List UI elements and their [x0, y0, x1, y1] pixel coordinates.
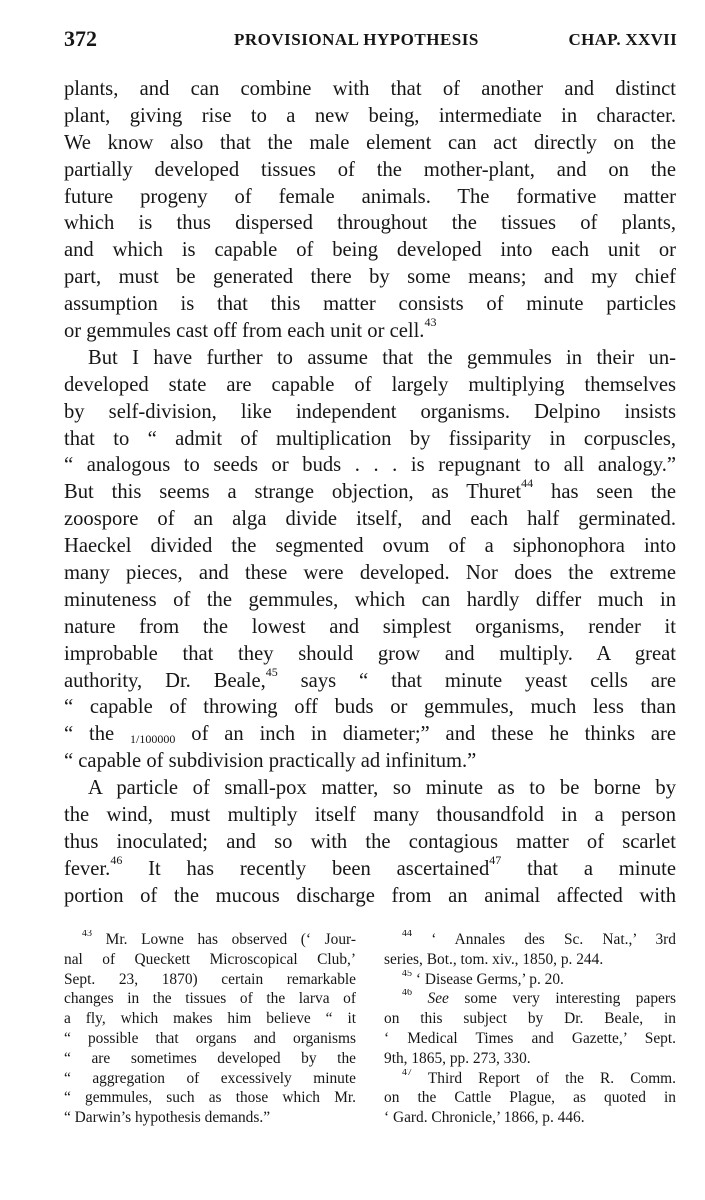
text-fragment: ‘ Annales des Sc. Nat.,’ 3rd [431, 931, 676, 948]
text-fragment: It has recently been ascertained [148, 857, 490, 880]
text-fragment: or gemmules cast off from each unit or cell. [64, 320, 425, 343]
text-line: improbable that they should grow and multiply. A great [64, 642, 676, 665]
text-line: plant, giving rise to a new being, intermediate in character. [64, 104, 676, 127]
footnote-line [64, 930, 356, 950]
text-line: minuteness of the gemmules, which can hardly differ much in [64, 588, 676, 611]
text-line: the wind, must multiply itself many thousandfold in a person [64, 804, 676, 827]
footnote-line [384, 989, 676, 1009]
text-line: partially developed tissues of the mother-plant, and on the [64, 158, 676, 181]
text-line: assumption is that this matter consists of minute particles [64, 293, 676, 316]
chapter-label: CHAP. XXVII [568, 30, 677, 49]
footnote-ref: 45 [265, 667, 278, 679]
footnote-line: a fly, which makes him believe “ it [64, 1010, 356, 1028]
text-line: portion of the mucous discharge from an animal affected with [64, 884, 676, 907]
footnote-ref: 46 [110, 855, 123, 867]
footnote-number: 47 [402, 1068, 412, 1078]
footnote-line [384, 1069, 676, 1089]
footnote-line: “ gemmules, such as those which Mr. [64, 1089, 356, 1107]
footnote-line: ‘ Gard. Chronicle,’ 1866, p. 446. [384, 1109, 585, 1127]
footnote-line: “ aggregation of excessively minute [64, 1069, 356, 1087]
text-line: future progeny of female animals. The formative matter [64, 185, 676, 208]
text-line: plants, and can combine with that of another and distinct [64, 78, 676, 100]
footnote-column-left [64, 930, 356, 1128]
text-line [64, 668, 676, 695]
text-line [64, 479, 676, 506]
footnote-line: ‘ Medical Times and Gazette,’ Sept. [384, 1029, 676, 1047]
text-line: “ capable of subdivision practically ad infinitum.” [64, 750, 477, 773]
footnote-line: on the Cattle Plague, as quoted in [384, 1089, 676, 1107]
footnote-number: 46 [402, 989, 412, 999]
footnote-line: Sept. 23, 1870) certain remarkable [64, 970, 356, 988]
footnote-line: nal of Queckett Microscopical Club,’ [64, 950, 356, 968]
text-line [64, 856, 676, 883]
text-line: nature from the lowest and simplest organisms, render it [64, 615, 676, 638]
footnote-line: 9th, 1865, pp. 273, 330. [384, 1049, 531, 1067]
text-line: Haeckel divided the segmented ovum of a siphonophora into [64, 535, 676, 558]
footnote-number: 44 [402, 930, 412, 939]
text-fragment: ‘ Disease Germs,’ p. 20. [415, 970, 564, 988]
footnote-line: “ Darwin’s hypothesis demands.” [64, 1109, 271, 1127]
text-fragment: says “ that minute yeast cells are [300, 669, 676, 692]
page-number: 372 [64, 26, 97, 51]
footnote-ref: 44 [521, 479, 534, 491]
footnote-line [384, 970, 676, 990]
text-line: which is thus dispersed throughout the tissues of plants, [64, 212, 676, 235]
text-fragment: But this seems a strange objection, as Thuret [64, 481, 522, 504]
text-line: zoospore of an alga divide itself, and each half germinated. [64, 508, 676, 531]
footnote-column-right [384, 930, 676, 1128]
text-line: “ analogous to seeds or buds . . . is repugnant to all analogy.” [64, 454, 676, 477]
footnote-ref: 47 [489, 855, 502, 867]
text-line: that to “ admit of multiplication by fissiparity in corpuscles, [64, 427, 676, 450]
text-fragment: See [427, 990, 449, 1008]
text-fragment: that a minute [527, 857, 676, 880]
text-fragment: fever. [64, 857, 111, 880]
text-line: But I have further to assume that the gemmules in their un- [88, 346, 676, 369]
text-fragment: authority, Dr. Beale, [64, 669, 266, 692]
text-line: We know also that the male element can act directly on the [64, 131, 676, 154]
running-title: PROVISIONAL HYPOTHESIS [234, 30, 479, 49]
text-fragment: has seen the [551, 481, 676, 504]
footnote-line: “ are sometimes developed by the [64, 1049, 356, 1067]
main-text [64, 76, 676, 910]
running-header [64, 26, 677, 58]
text-fragment: some very interesting papers [464, 990, 676, 1008]
footnote-number: 43 [82, 930, 92, 939]
text-fragment: “ the [64, 723, 115, 746]
text-line [64, 721, 676, 748]
text-line: thus inoculated; and so with the contagious matter of scarlet [64, 830, 676, 853]
text-line [64, 318, 676, 345]
footnote-number: 45 [402, 969, 412, 979]
text-line: A particle of small-pox matter, so minute as to be borne by [88, 777, 676, 800]
text-fragment: Mr. Lowne has observed (‘ Jour- [105, 931, 356, 948]
footnote-line: “ possible that organs and organisms [64, 1029, 356, 1047]
fraction: 1/100000 [130, 732, 176, 747]
footnote-line [384, 930, 676, 950]
text-line: many pieces, and these were developed. Nor does the extreme [64, 562, 676, 585]
text-fragment: of an inch in diameter;” and these he thinks are [191, 723, 676, 746]
footnote-line: on this subject by Dr. Beale, in [384, 1010, 676, 1028]
text-line: “ capable of throwing off buds or gemmules, much less than [64, 696, 676, 719]
footnote-line: series, Bot., tom. xiv., 1850, p. 244. [384, 950, 604, 968]
text-line: part, must be generated there by some means; and my chief [64, 266, 676, 289]
footnote-line: changes in the tissues of the larva of [64, 990, 356, 1008]
text-line: and which is capable of being developed into each unit or [64, 239, 676, 262]
text-line: developed state are capable of largely multiplying themselves [64, 373, 676, 396]
text-fragment: Third Report of the R. Comm. [427, 1069, 676, 1087]
footnote-ref: 43 [424, 318, 437, 330]
text-line: by self-division, like independent organisms. Delpino insists [64, 400, 676, 423]
